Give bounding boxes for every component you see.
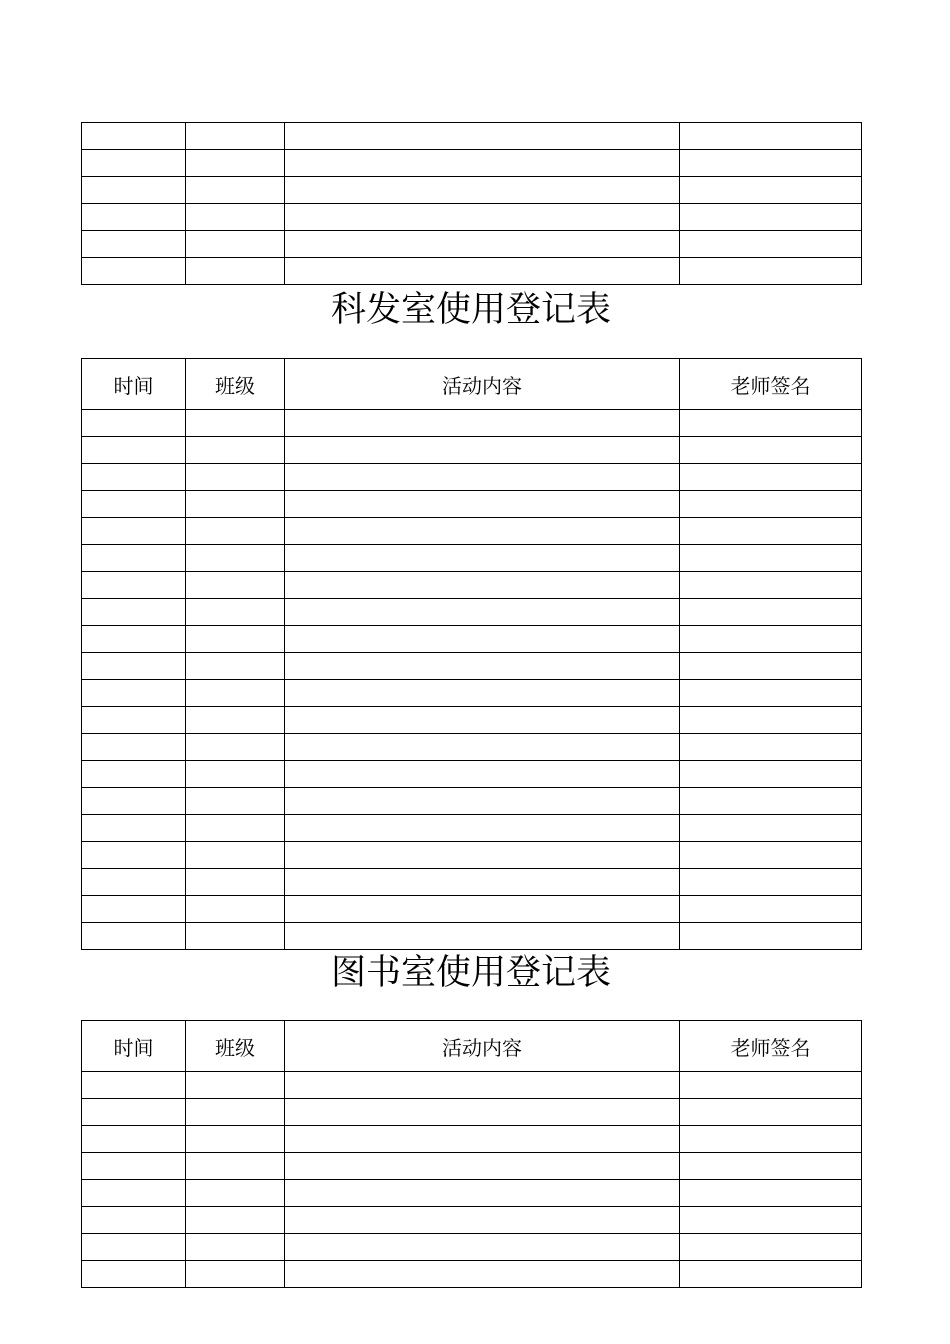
table-row [82,572,862,599]
cell-time[interactable] [82,896,186,923]
column-header-class: 班级 [186,1021,285,1072]
cell-class[interactable] [186,815,285,842]
cell-teacher-signature[interactable] [680,653,862,680]
cell-activity[interactable] [285,150,680,177]
column-header-class: 班级 [186,359,285,410]
cell-time[interactable] [82,410,186,437]
table-row [82,123,862,150]
cell-time[interactable] [82,464,186,491]
table-row [82,1234,862,1261]
cell-class[interactable] [186,410,285,437]
cell-activity[interactable] [285,1072,680,1099]
cell-teacher-signature[interactable] [680,1072,862,1099]
cell-time[interactable] [82,177,186,204]
table-row [82,150,862,177]
table-row [82,518,862,545]
cell-class[interactable] [186,258,285,285]
cell-activity[interactable] [285,923,680,950]
column-header-time: 时间 [82,1021,186,1072]
cell-time[interactable] [82,150,186,177]
table-row [82,231,862,258]
cell-teacher-signature[interactable] [680,1153,862,1180]
cell-class[interactable] [186,123,285,150]
cell-time[interactable] [82,842,186,869]
cell-time[interactable] [82,653,186,680]
cell-activity[interactable] [285,491,680,518]
cell-teacher-signature[interactable] [680,896,862,923]
cell-time[interactable] [82,923,186,950]
cell-activity[interactable] [285,123,680,150]
cell-teacher-signature[interactable] [680,177,862,204]
table-row [82,1153,862,1180]
cell-class[interactable] [186,1207,285,1234]
cell-activity[interactable] [285,437,680,464]
table-row [82,1261,862,1288]
table-row [82,204,862,231]
cell-teacher-signature[interactable] [680,923,862,950]
cell-class[interactable] [186,491,285,518]
table-row [82,491,862,518]
cell-time[interactable] [82,204,186,231]
cell-teacher-signature[interactable] [680,1099,862,1126]
cell-teacher-signature[interactable] [680,1180,862,1207]
cell-time[interactable] [82,761,186,788]
cell-activity[interactable] [285,788,680,815]
cell-class[interactable] [186,572,285,599]
cell-activity[interactable] [285,1207,680,1234]
cell-time[interactable] [82,545,186,572]
cell-teacher-signature[interactable] [680,204,862,231]
column-header-teacher-signature: 老师签名 [680,359,862,410]
table-row [82,869,862,896]
table-row [82,707,862,734]
table-row [82,680,862,707]
cell-activity[interactable] [285,464,680,491]
cell-class[interactable] [186,869,285,896]
cell-teacher-signature[interactable] [680,815,862,842]
table-row [82,177,862,204]
cell-teacher-signature[interactable] [680,680,862,707]
cell-time[interactable] [82,1153,186,1180]
cell-class[interactable] [186,788,285,815]
table-row [82,410,862,437]
cell-teacher-signature[interactable] [680,1234,862,1261]
cell-class[interactable] [186,653,285,680]
table-row [82,599,862,626]
cell-time[interactable] [82,491,186,518]
cell-time[interactable] [82,788,186,815]
cell-time[interactable] [82,680,186,707]
cell-activity[interactable] [285,896,680,923]
cell-time[interactable] [82,572,186,599]
cell-teacher-signature[interactable] [680,464,862,491]
cell-activity[interactable] [285,707,680,734]
cell-teacher-signature[interactable] [680,258,862,285]
cell-class[interactable] [186,734,285,761]
table-body [82,123,862,285]
table-header-row [82,359,862,410]
cell-teacher-signature[interactable] [680,518,862,545]
cell-activity[interactable] [285,599,680,626]
cell-activity[interactable] [285,1099,680,1126]
cell-activity[interactable] [285,761,680,788]
cell-teacher-signature[interactable] [680,626,862,653]
table-row [82,788,862,815]
cell-time[interactable] [82,1234,186,1261]
cell-activity[interactable] [285,815,680,842]
cell-time[interactable] [82,734,186,761]
table-row [82,734,862,761]
column-header-time: 时间 [82,359,186,410]
cell-teacher-signature[interactable] [680,1261,862,1288]
cell-teacher-signature[interactable] [680,1207,862,1234]
cell-class[interactable] [186,761,285,788]
table-row [82,842,862,869]
cell-time[interactable] [82,1261,186,1288]
cell-class[interactable] [186,204,285,231]
table-row [82,437,862,464]
cell-time[interactable] [82,231,186,258]
table-row [82,1099,862,1126]
cell-activity[interactable] [285,1234,680,1261]
cell-class[interactable] [186,1261,285,1288]
table-row [82,545,862,572]
cell-class[interactable] [186,842,285,869]
cell-class[interactable] [186,437,285,464]
table-row [82,653,862,680]
cell-teacher-signature[interactable] [680,869,862,896]
cell-activity[interactable] [285,734,680,761]
cell-class[interactable] [186,707,285,734]
cell-teacher-signature[interactable] [680,842,862,869]
cell-class[interactable] [186,626,285,653]
table-body [82,1072,862,1288]
table-row [82,1180,862,1207]
cell-activity[interactable] [285,518,680,545]
cell-time[interactable] [82,626,186,653]
cell-class[interactable] [186,518,285,545]
cell-activity[interactable] [285,1153,680,1180]
cell-time[interactable] [82,518,186,545]
cell-time[interactable] [82,437,186,464]
cell-activity[interactable] [285,545,680,572]
cell-time[interactable] [82,1126,186,1153]
cell-time[interactable] [82,707,186,734]
science-room-register-table [81,358,862,950]
cell-class[interactable] [186,1072,285,1099]
cell-class[interactable] [186,1153,285,1180]
cell-class[interactable] [186,599,285,626]
cell-activity[interactable] [285,680,680,707]
cell-activity[interactable] [285,842,680,869]
cell-teacher-signature[interactable] [680,491,862,518]
library-register-title: 图书室使用登记表 [330,953,611,993]
cell-time[interactable] [82,1180,186,1207]
cell-class[interactable] [186,464,285,491]
table-row [82,464,862,491]
cell-activity[interactable] [285,626,680,653]
cell-class[interactable] [186,231,285,258]
cell-time[interactable] [82,815,186,842]
register-table-continuation [81,122,862,285]
cell-class[interactable] [186,177,285,204]
table-row [82,258,862,285]
cell-activity[interactable] [285,177,680,204]
cell-class[interactable] [186,1180,285,1207]
cell-teacher-signature[interactable] [680,410,862,437]
library-register-table [81,1020,862,1288]
cell-activity[interactable] [285,1180,680,1207]
cell-activity[interactable] [285,1261,680,1288]
table-row [82,1126,862,1153]
science-room-register-title: 科发室使用登记表 [330,290,611,330]
cell-class[interactable] [186,680,285,707]
table-row [82,923,862,950]
table-body [82,410,862,950]
cell-class[interactable] [186,1234,285,1261]
cell-activity[interactable] [285,1126,680,1153]
cell-teacher-signature[interactable] [680,572,862,599]
cell-teacher-signature[interactable] [680,150,862,177]
cell-time[interactable] [82,1099,186,1126]
cell-class[interactable] [186,1099,285,1126]
cell-activity[interactable] [285,572,680,599]
cell-teacher-signature[interactable] [680,123,862,150]
cell-activity[interactable] [285,653,680,680]
cell-time[interactable] [82,1207,186,1234]
cell-time[interactable] [82,599,186,626]
cell-time[interactable] [82,123,186,150]
cell-activity[interactable] [285,204,680,231]
table-header-row [82,1021,862,1072]
cell-time[interactable] [82,258,186,285]
table-row [82,626,862,653]
cell-activity[interactable] [285,869,680,896]
cell-teacher-signature[interactable] [680,734,862,761]
cell-class[interactable] [186,545,285,572]
cell-class[interactable] [186,150,285,177]
column-header-activity: 活动内容 [285,359,680,410]
table-row [82,896,862,923]
cell-activity[interactable] [285,258,680,285]
table-row [82,761,862,788]
table-row [82,1207,862,1234]
cell-teacher-signature[interactable] [680,599,862,626]
cell-activity[interactable] [285,410,680,437]
table-row [82,815,862,842]
cell-time[interactable] [82,869,186,896]
cell-activity[interactable] [285,231,680,258]
cell-class[interactable] [186,1126,285,1153]
cell-teacher-signature[interactable] [680,231,862,258]
column-header-teacher-signature: 老师签名 [680,1021,862,1072]
cell-teacher-signature[interactable] [680,788,862,815]
cell-teacher-signature[interactable] [680,707,862,734]
cell-time[interactable] [82,1072,186,1099]
cell-class[interactable] [186,896,285,923]
cell-teacher-signature[interactable] [680,437,862,464]
table-row [82,1072,862,1099]
cell-teacher-signature[interactable] [680,545,862,572]
cell-class[interactable] [186,923,285,950]
column-header-activity: 活动内容 [285,1021,680,1072]
cell-teacher-signature[interactable] [680,761,862,788]
cell-teacher-signature[interactable] [680,1126,862,1153]
